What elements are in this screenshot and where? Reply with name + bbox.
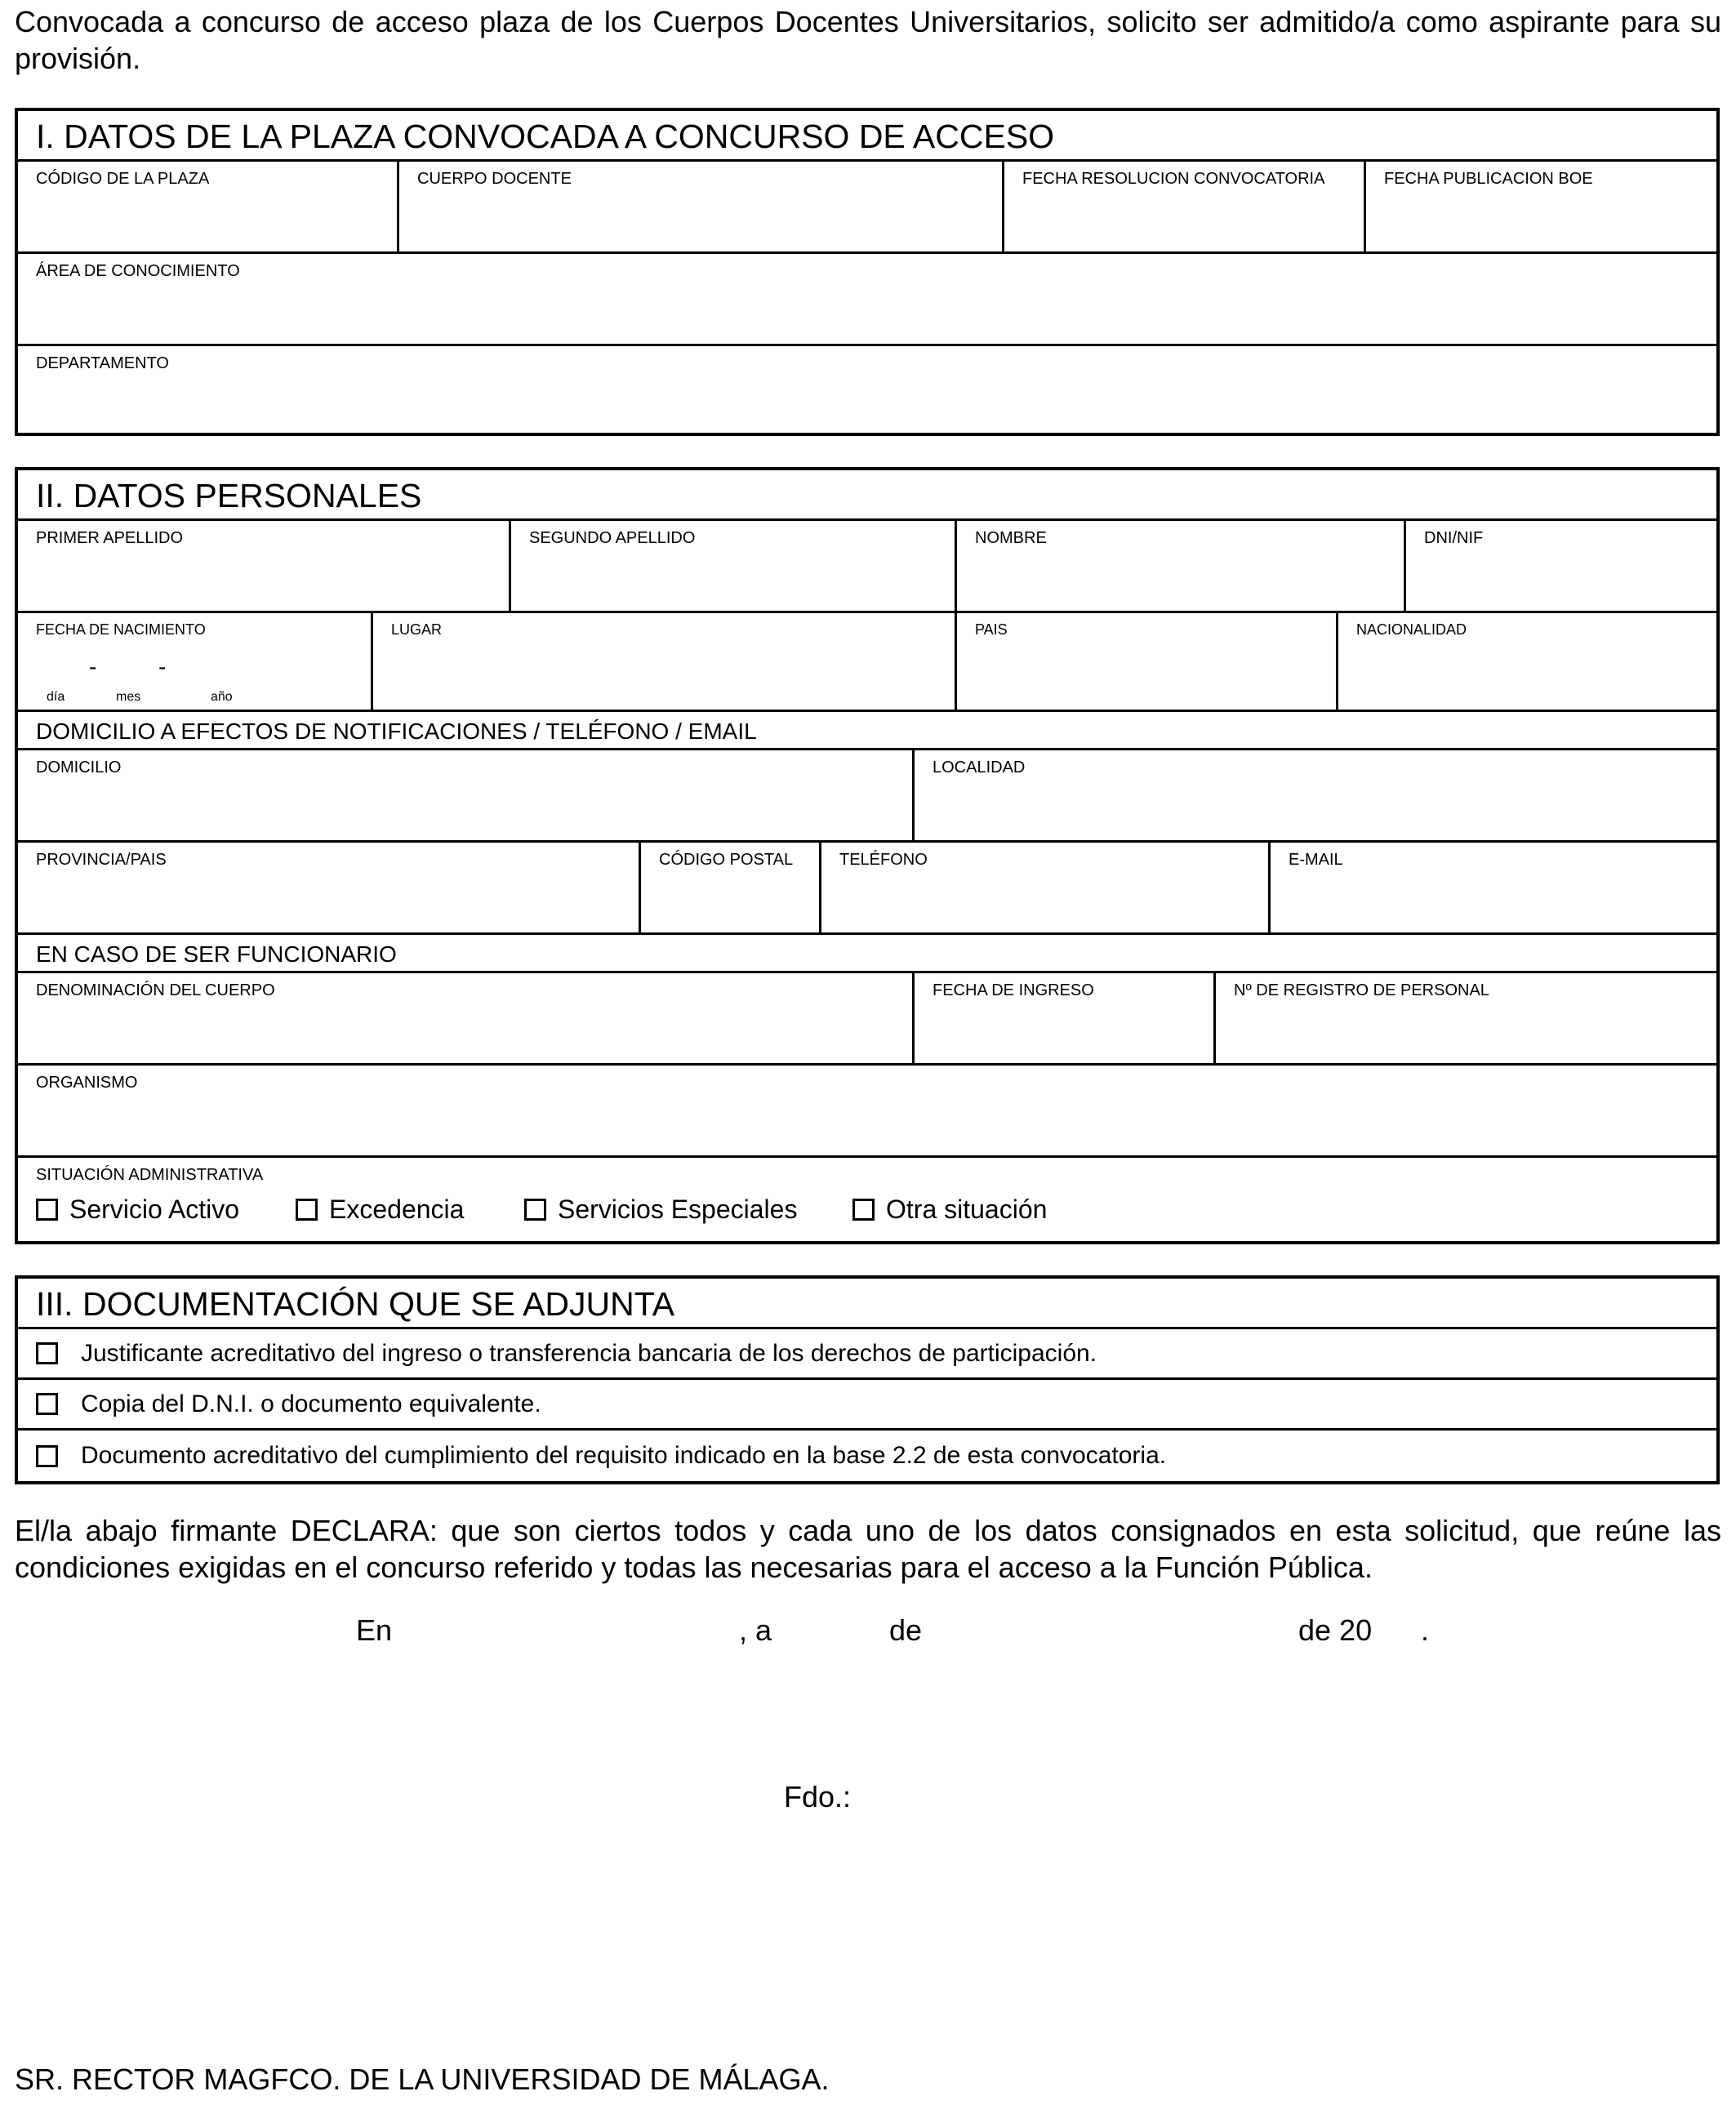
doc-item-label: Justificante acreditativo del ingreso o transferencia bancaria de los derechos de participación. — [81, 1339, 1097, 1367]
checkbox[interactable] — [36, 1393, 58, 1415]
nacionalidad-field[interactable] — [1338, 613, 1716, 710]
codigo-plaza-field[interactable] — [18, 162, 399, 251]
email-label: E-MAIL — [1289, 851, 1343, 869]
departamento-label: DEPARTAMENTO — [36, 354, 169, 372]
option-excedencia[interactable] — [296, 1195, 464, 1225]
email-field[interactable] — [1271, 843, 1716, 932]
denominacion-cuerpo-label: DENOMINACIÓN DEL CUERPO — [36, 981, 275, 999]
checkbox[interactable] — [852, 1199, 875, 1221]
dni-field[interactable] — [1406, 521, 1716, 611]
lugar-field[interactable] — [373, 613, 957, 710]
denominacion-cuerpo-field[interactable] — [18, 973, 915, 1063]
option-servicio-activo[interactable] — [36, 1195, 239, 1225]
date-line-period: . — [1421, 1613, 1430, 1647]
lugar-label: LUGAR — [391, 621, 443, 638]
segundo-apellido-field[interactable] — [511, 521, 957, 611]
option-servicios-especiales[interactable] — [524, 1195, 797, 1225]
nacionalidad-label: NACIONALIDAD — [1356, 621, 1467, 638]
date-line-a: , a — [739, 1613, 772, 1647]
date-separator: - — [89, 654, 97, 679]
option-label: Servicio Activo — [69, 1195, 240, 1224]
checkbox[interactable] — [524, 1199, 546, 1221]
fecha-nacimiento-label: FECHA DE NACIMIENTO — [36, 621, 206, 638]
telefono-label: TELÉFONO — [839, 851, 928, 869]
declaracion-text: El/la abajo firmante DECLARA: que son ciertos todos y cada uno de los datos consignados en esta solicitud, que reúne las condiciones exigidas en el concurso referido y todas las necesarias para el acceso a la Función Pública. — [15, 1514, 1721, 1584]
date-line-de20: de 20 — [1298, 1613, 1373, 1647]
option-label: Otra situación — [886, 1195, 1048, 1224]
option-otra-situacion[interactable] — [852, 1195, 1047, 1225]
area-conocimiento-field[interactable] — [18, 254, 1716, 344]
telefono-field[interactable] — [821, 843, 1271, 932]
mes-label: mes — [116, 690, 141, 704]
doc-item-label: Documento acreditativo del cumplimiento del requisito indicado en la base 2.2 de esta convocatoria. — [81, 1442, 1167, 1469]
section-documentacion-title: III. DOCUMENTACIÓN QUE SE ADJUNTA — [18, 1279, 1716, 1329]
checkbox[interactable] — [36, 1445, 58, 1467]
fecha-resolucion-field[interactable] — [1004, 162, 1366, 251]
situacion-administrativa-label: SITUACIÓN ADMINISTRATIVA — [36, 1166, 264, 1184]
section-plaza — [15, 108, 1720, 436]
option-label: Servicios Especiales — [558, 1195, 798, 1224]
segundo-apellido-label: SEGUNDO APELLIDO — [529, 529, 696, 547]
codigo-plaza-label: CÓDIGO DE LA PLAZA — [36, 170, 210, 188]
situacion-administrativa-field — [18, 1158, 1716, 1239]
nombre-field[interactable] — [957, 521, 1406, 611]
dni-label: DNI/NIF — [1424, 529, 1484, 547]
anio-label: año — [211, 690, 233, 704]
registro-personal-label: Nº DE REGISTRO DE PERSONAL — [1234, 981, 1489, 999]
nombre-label: NOMBRE — [975, 529, 1047, 547]
localidad-field[interactable] — [915, 750, 1716, 840]
provincia-field[interactable] — [18, 843, 641, 932]
section-plaza-title: I. DATOS DE LA PLAZA CONVOCADA A CONCURSO DE ACCESO — [18, 111, 1716, 162]
checkbox[interactable] — [36, 1342, 58, 1364]
provincia-label: PROVINCIA/PAIS — [36, 851, 167, 869]
checkbox[interactable] — [296, 1199, 318, 1221]
pais-label: PAIS — [975, 621, 1008, 638]
intro-text: Convocada a concurso de acceso plaza de los Cuerpos Docentes Universitarios, solicito ser admitido/a como aspirante para su provisión. — [15, 5, 1721, 75]
localidad-label: LOCALIDAD — [933, 759, 1026, 776]
fecha-publicacion-label: FECHA PUBLICACION BOE — [1384, 170, 1593, 188]
codigo-postal-label: CÓDIGO POSTAL — [659, 851, 794, 869]
departamento-field[interactable] — [18, 346, 1716, 433]
fecha-ingreso-field[interactable] — [915, 973, 1216, 1063]
date-line-en: En — [356, 1613, 393, 1647]
area-conocimiento-label: ÁREA DE CONOCIMIENTO — [36, 262, 240, 280]
domicilio-label: DOMICILIO — [36, 759, 122, 776]
organismo-label: ORGANISMO — [36, 1074, 138, 1092]
option-label: Excedencia — [329, 1195, 465, 1224]
date-line-de: de — [889, 1613, 923, 1647]
section-datos-personales — [15, 467, 1720, 1244]
date-separator: - — [158, 654, 167, 679]
doc-item-justificante[interactable] — [18, 1329, 1716, 1380]
dia-label: día — [47, 690, 65, 704]
domicilio-field[interactable] — [18, 750, 915, 840]
codigo-postal-field[interactable] — [641, 843, 821, 932]
fecha-nacimiento-field[interactable] — [18, 613, 373, 710]
cuerpo-docente-label: CUERPO DOCENTE — [417, 170, 572, 188]
fecha-publicacion-field[interactable] — [1366, 162, 1716, 251]
doc-item-label: Copia del D.N.I. o documento equivalente. — [81, 1390, 541, 1417]
primer-apellido-label: PRIMER APELLIDO — [36, 529, 184, 547]
primer-apellido-field[interactable] — [18, 521, 511, 611]
section-documentacion — [15, 1275, 1720, 1484]
fecha-ingreso-label: FECHA DE INGRESO — [933, 981, 1094, 999]
fecha-resolucion-label: FECHA RESOLUCION CONVOCATORIA — [1022, 170, 1325, 188]
domicilio-header: DOMICILIO A EFECTOS DE NOTIFICACIONES / TELÉFONO / EMAIL — [18, 712, 1716, 750]
checkbox[interactable] — [36, 1199, 58, 1221]
firma-label: Fdo.: — [784, 1780, 852, 1813]
pais-field[interactable] — [957, 613, 1338, 710]
funcionario-header: EN CASO DE SER FUNCIONARIO — [18, 935, 1716, 973]
registro-personal-field[interactable] — [1216, 973, 1716, 1063]
destinatario-text: SR. RECTOR MAGFCO. DE LA UNIVERSIDAD DE MÁLAGA. — [15, 2062, 830, 2096]
cuerpo-docente-field[interactable] — [399, 162, 1004, 251]
organismo-field[interactable] — [18, 1066, 1716, 1155]
doc-item-dni[interactable] — [18, 1380, 1716, 1431]
doc-item-requisito[interactable] — [18, 1431, 1716, 1481]
section-datos-personales-title: II. DATOS PERSONALES — [18, 470, 1716, 521]
